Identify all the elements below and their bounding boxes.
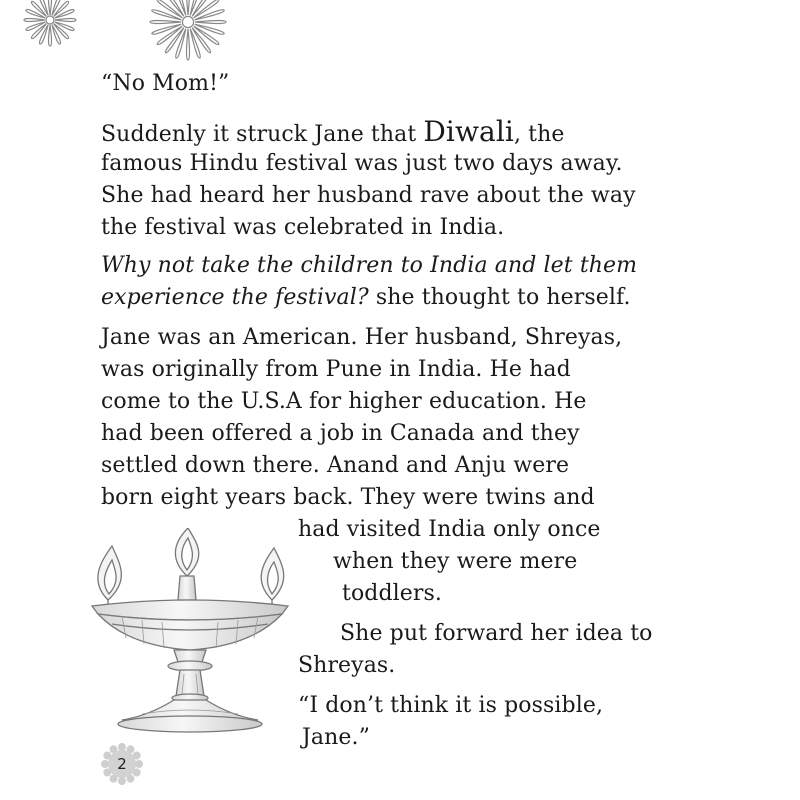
page-number-badge <box>98 740 146 788</box>
paragraph-line: come to the U.S.A for higher education. He <box>101 389 587 414</box>
firework-petal <box>187 29 190 60</box>
paragraph-line <box>101 282 631 314</box>
firework-flower-icon <box>18 0 84 52</box>
paragraph-line: She put forward her idea to <box>340 621 653 646</box>
paragraph-line: Why not take the children to India and let them <box>101 253 638 278</box>
paragraph-line: had visited India only once <box>298 517 601 542</box>
paragraph-line: famous Hindu festival was just two days away. <box>101 151 623 176</box>
firework-petal <box>187 0 190 15</box>
paragraph-line: Jane.” <box>302 725 370 750</box>
firework-petal <box>150 21 181 24</box>
paragraph-line: when they were mere <box>333 549 578 574</box>
diwali-word: Diwali <box>423 115 514 148</box>
paragraph-line <box>101 116 564 151</box>
firework-petal <box>55 19 76 22</box>
paragraph-line: Jane was an American. Her husband, Shreyas, <box>101 325 623 350</box>
text-span: , the <box>513 122 565 147</box>
text-span: Suddenly it struck Jane that <box>101 122 424 147</box>
paragraph-line: toddlers. <box>342 581 443 606</box>
firework-petal <box>49 25 52 46</box>
firework-petal <box>24 19 45 22</box>
paragraph-line: Shreyas. <box>298 653 396 678</box>
firework-petal <box>195 21 226 24</box>
paragraph-line: settled down there. Anand and Anju were <box>101 453 570 478</box>
firework-flower-icon <box>140 0 236 66</box>
paragraph-line: was originally from Pune in India. He had <box>101 357 571 382</box>
dialogue-no-mom: “No Mom!” <box>101 71 230 96</box>
paragraph-line: the festival was celebrated in India. <box>101 215 505 240</box>
paragraph-line: “I don’t think it is possible, <box>298 693 604 718</box>
text-span: experience the festival? <box>101 285 369 310</box>
paragraph-line: She had heard her husband rave about the way <box>101 183 636 208</box>
paragraph-line: had been offered a job in Canada and they <box>101 421 580 446</box>
diya-lamp-icon <box>82 528 298 740</box>
firework-center <box>182 16 193 27</box>
page-number: 2 <box>117 755 127 773</box>
paragraph-line: born eight years back. They were twins and <box>101 485 595 510</box>
text-span: she thought to herself. <box>368 285 631 310</box>
firework-petal <box>49 0 52 15</box>
firework-center <box>46 16 54 24</box>
